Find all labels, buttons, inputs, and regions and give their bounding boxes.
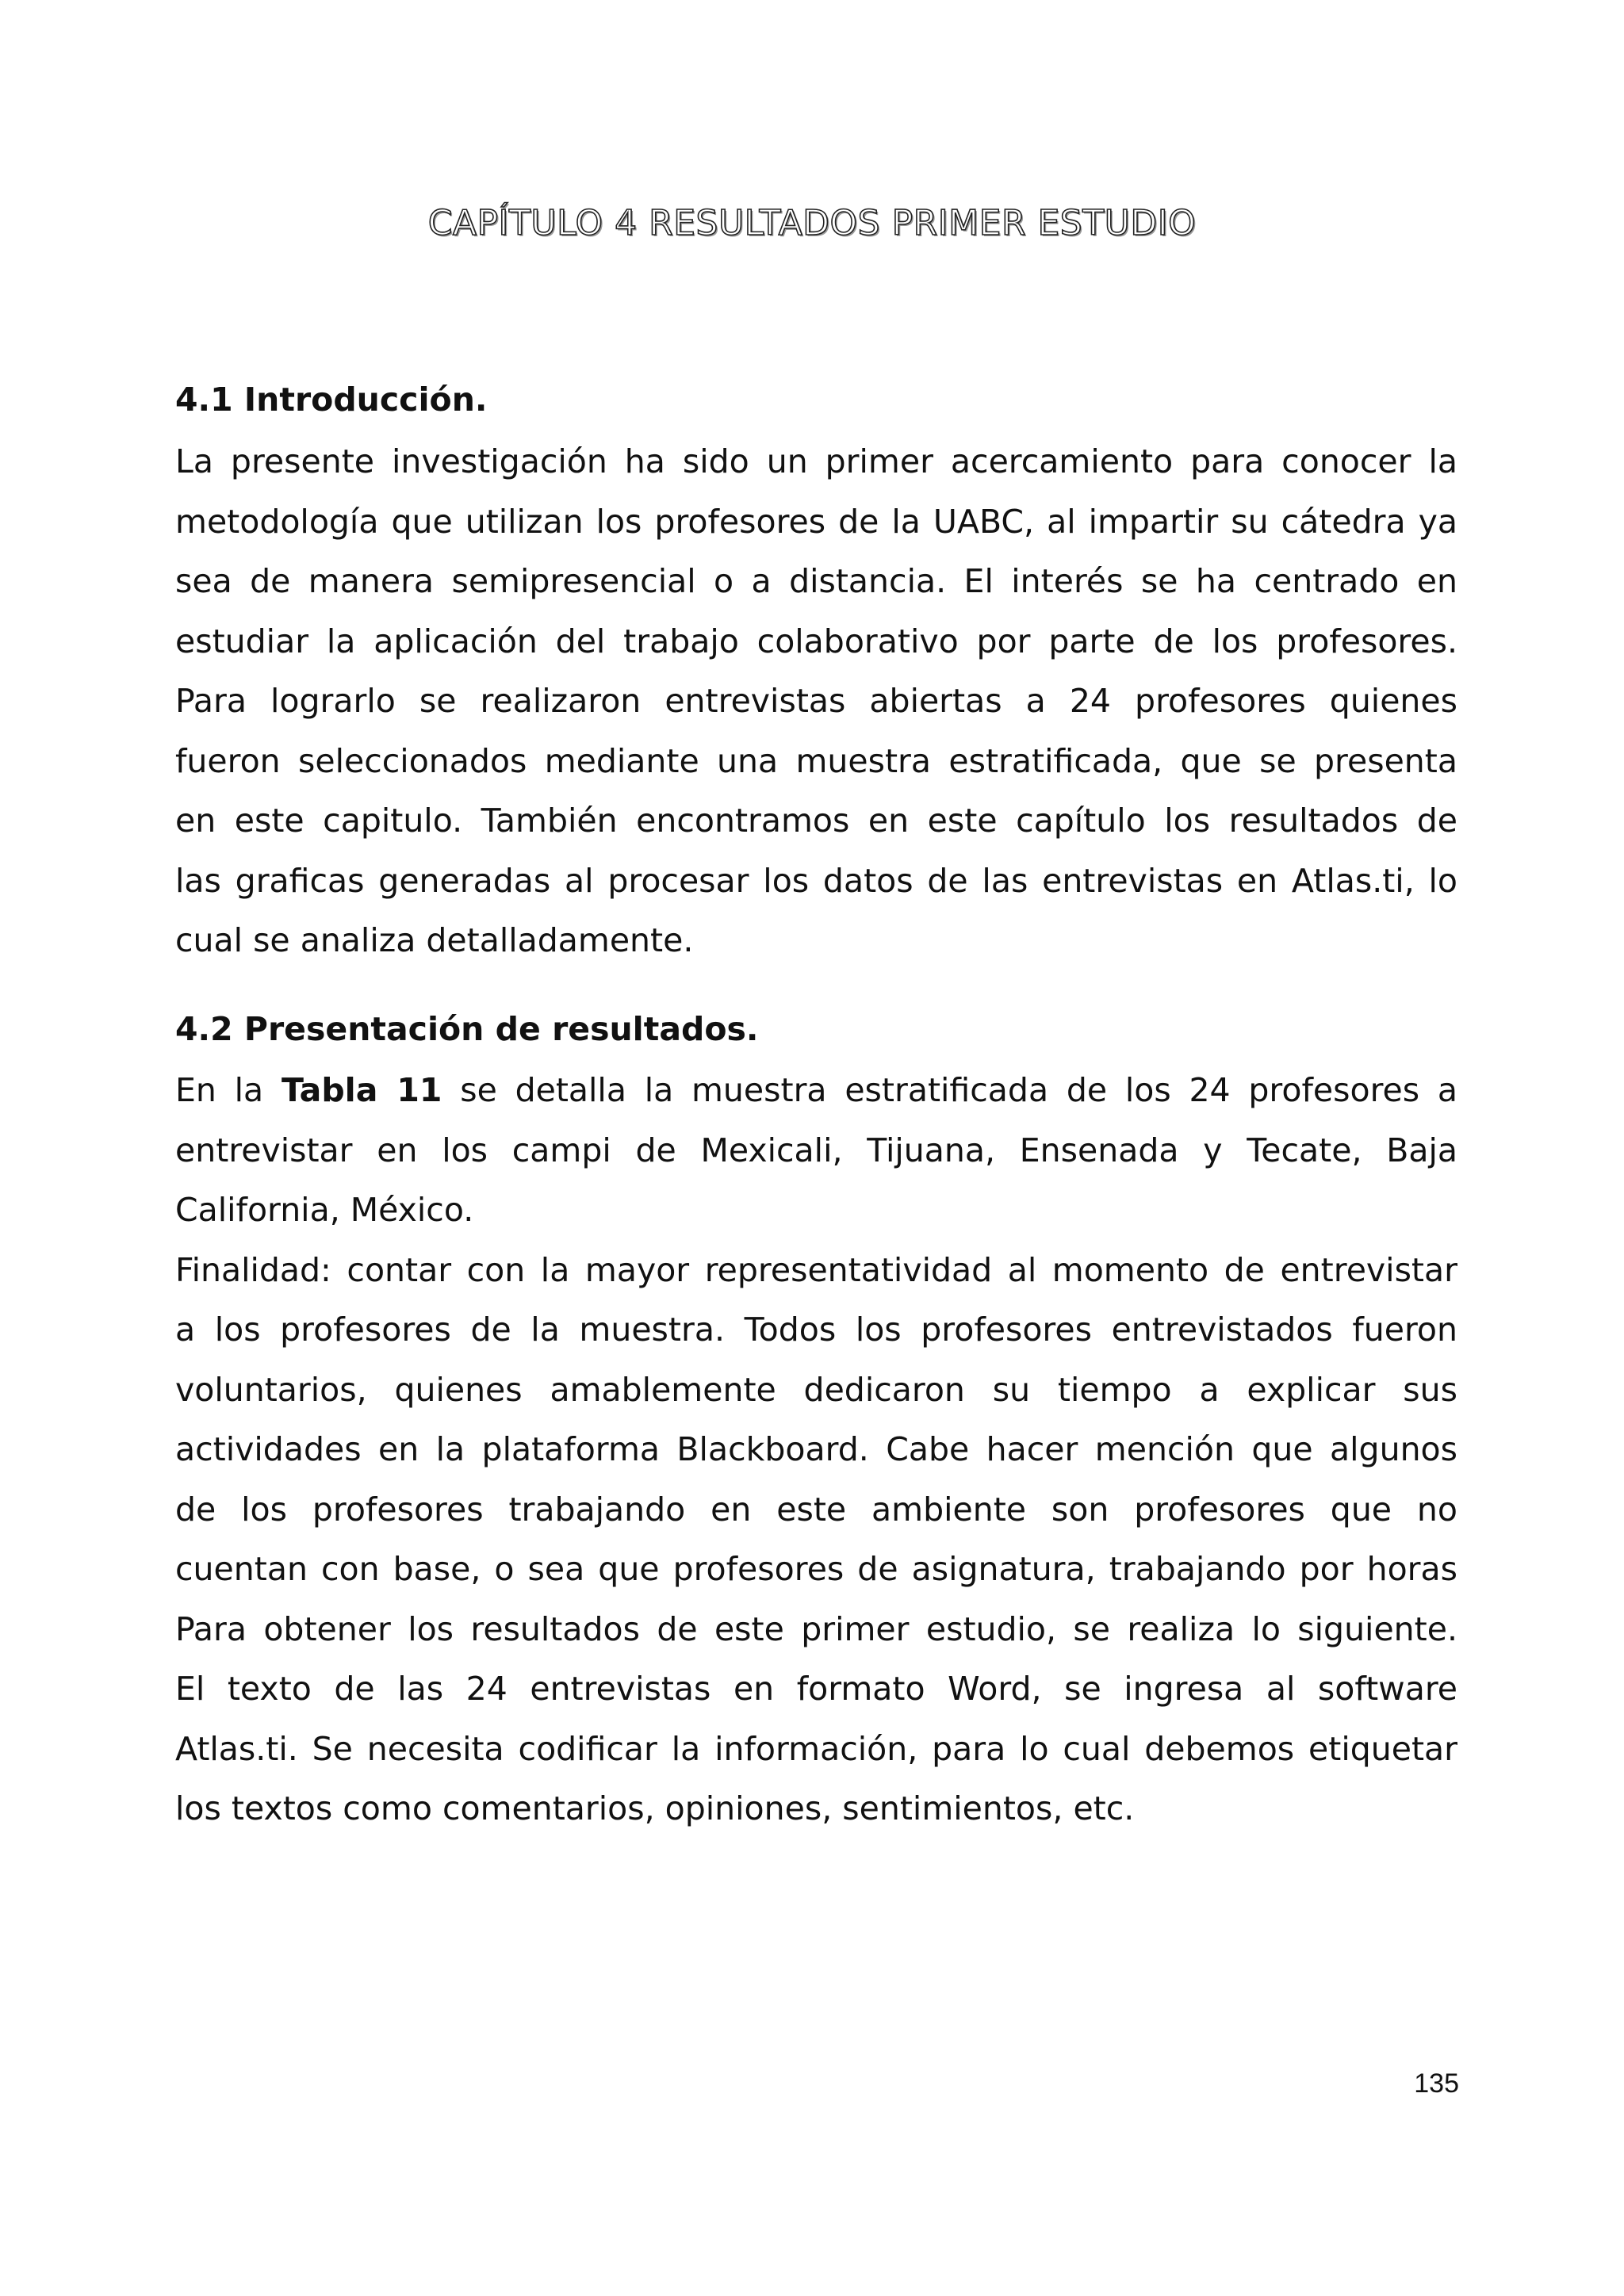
paragraph-line: cual se analiza detalladamente. <box>175 921 694 959</box>
chapter-title: CAPÍTULO 4 RESULTADOS PRIMER ESTUDIO <box>427 203 1197 243</box>
paragraph-line: Para lograrlo se realizaron entrevistas abiertas a 24 profesores quienes <box>175 682 1457 720</box>
paragraph-line: metodología que utilizan los profesores de la UABC, al impartir su cátedra ya <box>175 502 1457 541</box>
paragraph-line-with-table-ref <box>175 1061 1457 1121</box>
paragraph-line: La presente investigación ha sido un primer acercamiento para conocer la <box>175 442 1457 480</box>
paragraph-line: Atlas.ti. Se necesita codificar la información, para lo cual debemos etiquetar <box>175 1729 1457 1768</box>
paragraph-line: en este capitulo. También encontramos en este capítulo los resultados de <box>175 802 1457 840</box>
page-number: 135 <box>1414 2068 1459 2099</box>
paragraph-line: fueron seleccionados mediante una muestra estratificada, que se presenta <box>175 741 1457 780</box>
paragraph-line: actividades en la plataforma Blackboard. Cabe hacer mención que algunos <box>175 1430 1457 1468</box>
line-prefix: En la <box>175 1071 264 1109</box>
paragraph-line: entrevistar en los campi de Mexicali, Tijuana, Ensenada y Tecate, Baja <box>175 1131 1457 1169</box>
presentacion-paragraph <box>175 1061 1457 1839</box>
paragraph-line: las graficas generadas al procesar los datos de las entrevistas en Atlas.ti, lo <box>175 861 1457 900</box>
paragraph-line: El texto de las 24 entrevistas en formato Word, se ingresa al software <box>175 1670 1457 1708</box>
introduccion-paragraph <box>175 432 1457 971</box>
paragraph-line: cuentan con base, o sea que profesores de asignatura, trabajando por horas <box>175 1550 1457 1588</box>
paragraph-line: de los profesores trabajando en este ambiente son profesores que no <box>175 1490 1457 1529</box>
paragraph-line: California, México. <box>175 1191 474 1229</box>
section-heading-introduccion: 4.1 Introducción. <box>175 381 488 419</box>
paragraph-line: Finalidad: contar con la mayor representatividad al momento de entrevistar <box>175 1250 1457 1289</box>
section-heading-presentacion: 4.2 Presentación de resultados. <box>175 1010 759 1048</box>
paragraph-line: a los profesores de la muestra. Todos los profesores entrevistados fueron <box>175 1311 1457 1349</box>
paragraph-line: Para obtener los resultados de este primer estudio, se realiza lo siguiente. <box>175 1609 1457 1648</box>
paragraph-line: estudiar la aplicación del trabajo colaborativo por parte de los profesores. <box>175 622 1457 660</box>
table-reference: Tabla 11 <box>281 1071 442 1109</box>
paragraph-line: sea de manera semipresencial o a distancia. El interés se ha centrado en <box>175 562 1457 600</box>
line-suffix: se detalla la muestra estratificada de los 24 profesores a <box>460 1071 1457 1109</box>
paragraph-line: los textos como comentarios, opiniones, sentimientos, etc. <box>175 1789 1135 1827</box>
paragraph-line: voluntarios, quienes amablemente dedicaron su tiempo a explicar sus <box>175 1370 1457 1409</box>
